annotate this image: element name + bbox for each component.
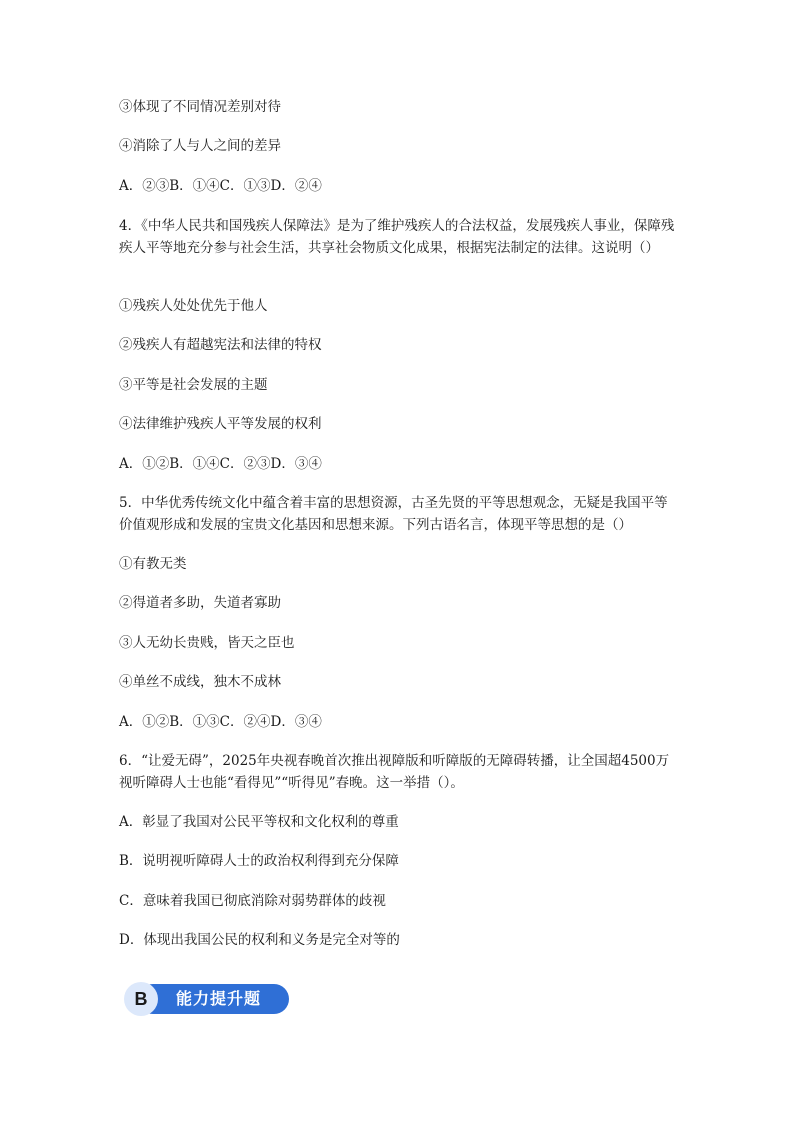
section-title: 能力提升题 — [176, 989, 262, 1008]
option-line: ①有教无类 — [119, 556, 187, 572]
option-c: C．意味着我国已彻底消除对弱势群体的歧视 — [119, 893, 386, 909]
option-line: ①残疾人处处优先于他人 — [119, 298, 268, 314]
option-line: ④单丝不成线，独木不成林 — [119, 674, 281, 690]
option-line: ③体现了不同情况差别对待 — [119, 99, 281, 115]
option-line: ③平等是社会发展的主题 — [119, 377, 268, 393]
option-line: ②残疾人有超越宪法和法律的特权 — [119, 337, 322, 353]
question-5: 5．中华优秀传统文化中蕴含着丰富的思想资源，古圣先贤的平等思想观念，无疑是我国平等价值观形成和发展的宝贵文化基因和思想来源。下列古语名言，体现平等思想的是（） — [119, 495, 668, 533]
section-letter-badge: B — [124, 982, 158, 1016]
option-line: ④法律维护残疾人平等发展的权利 — [119, 416, 322, 432]
answer-choices: A．①②B．①④C．②③D．③④ — [119, 456, 322, 472]
section-header — [124, 982, 289, 1016]
option-line: ③人无幼长贵贱，皆天之臣也 — [119, 635, 295, 651]
option-line: ④消除了人与人之间的差异 — [119, 138, 281, 154]
question-6: 6．“让爱无碍”，2025年央视春晚首次推出视障版和听障版的无障碍转播，让全国超4500万视听障碍人士也能“看得见”“听得见”春晚。这一举措（）。 — [119, 753, 670, 791]
answer-choices: A．②③B．①④C．①③D．②④ — [119, 178, 322, 194]
question-4: 4．《中华人民共和国残疾人保障法》是为了维护残疾人的合法权益，发展残疾人事业，保障残疾人平等地充分参与社会生活，共享社会物质文化成果，根据宪法制定的法律。这说明（） — [119, 218, 675, 256]
option-line: ②得道者多助，失道者寡助 — [119, 595, 281, 611]
option-b: B．说明视听障碍人士的政治权利得到充分保障 — [119, 853, 399, 869]
option-a: A．彰显了我国对公民平等权和文化权利的尊重 — [119, 814, 399, 830]
answer-choices: A．①②B．①③C．②④D．③④ — [119, 714, 322, 730]
option-d: D．体现出我国公民的权利和义务是完全对等的 — [119, 932, 400, 948]
